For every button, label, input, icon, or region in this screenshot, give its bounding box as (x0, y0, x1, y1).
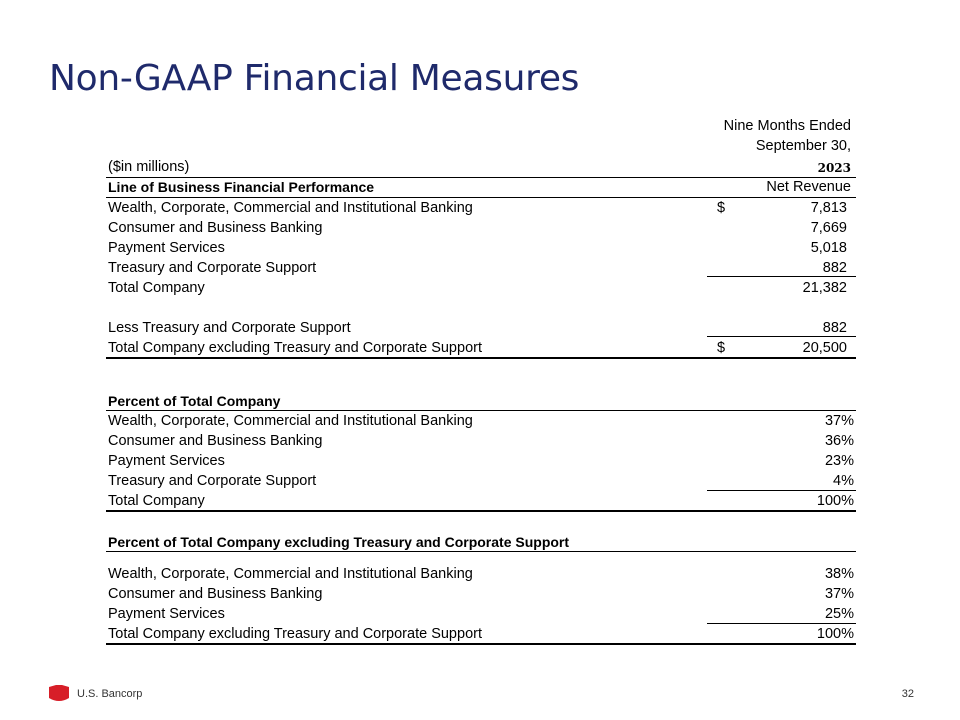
table-row (106, 451, 856, 471)
net-revenue-table (106, 198, 856, 358)
header-divider (106, 177, 856, 178)
section-heading (106, 532, 856, 552)
row-label: Less Treasury and Corporate Support (108, 320, 351, 336)
table-row (106, 431, 856, 451)
table-row (106, 604, 856, 624)
row-value: 7,813 (810, 200, 847, 216)
section-label-lob: Line of Business Financial Performance (108, 179, 375, 195)
section-heading (106, 391, 856, 411)
units-label: ($in millions) (108, 159, 190, 175)
row-value: 100% (816, 493, 854, 509)
row-label: Wealth, Corporate, Commercial and Institutional Banking (108, 566, 473, 582)
row-label: Consumer and Business Banking (108, 586, 323, 602)
row-label: Payment Services (108, 606, 225, 622)
row-value: 100% (816, 626, 854, 642)
total-line (106, 643, 856, 645)
pct-total-table (106, 391, 856, 511)
spacer-row (106, 298, 856, 318)
subtotal-line (707, 276, 856, 277)
total-line (106, 510, 856, 512)
table-row (106, 318, 856, 338)
table-row (106, 584, 856, 604)
row-value: 25% (824, 606, 854, 622)
row-value: 21,382 (802, 280, 847, 296)
row-value: 882 (822, 320, 847, 336)
row-label: Consumer and Business Banking (108, 220, 323, 236)
row-label: Total Company excluding Treasury and Corporate Support (108, 340, 482, 356)
total-line (106, 357, 856, 359)
row-label: Payment Services (108, 453, 225, 469)
row-value: 882 (822, 260, 847, 276)
row-value: 37% (824, 413, 854, 429)
row-value: 20,500 (802, 340, 847, 356)
row-value: 5,018 (810, 240, 847, 256)
us-bancorp-logo-icon (48, 684, 70, 702)
spacer-row (106, 552, 856, 564)
row-label: Wealth, Corporate, Commercial and Institutional Banking (108, 200, 473, 216)
row-value: 36% (824, 433, 854, 449)
pct-excl-table (106, 532, 856, 644)
row-value: 23% (824, 453, 854, 469)
period-line1: Nine Months Ended (723, 118, 851, 134)
row-label: Total Company excluding Treasury and Corporate Support (108, 626, 482, 642)
table-row (106, 564, 856, 584)
currency-symbol: $ (717, 340, 726, 356)
col-label-net-revenue: Net Revenue (766, 179, 851, 195)
section-heading-label: Percent of Total Company excluding Treasury and Corporate Support (108, 534, 570, 550)
table-row (106, 624, 856, 644)
row-label: Consumer and Business Banking (108, 433, 323, 449)
table-row (106, 258, 856, 278)
row-label: Treasury and Corporate Support (108, 260, 317, 276)
row-label: Total Company (108, 493, 205, 509)
period-line2: September 30, (755, 138, 851, 154)
row-value: 37% (824, 586, 854, 602)
row-label: Wealth, Corporate, Commercial and Institutional Banking (108, 413, 473, 429)
subtotal-line (707, 336, 856, 337)
row-value: 4% (833, 473, 854, 489)
table-row (106, 198, 856, 218)
table-row (106, 338, 856, 358)
footer-brand: U.S. Bancorp (77, 688, 143, 700)
row-label: Payment Services (108, 240, 225, 256)
row-label: Treasury and Corporate Support (108, 473, 317, 489)
table-row (106, 471, 856, 491)
row-value: 7,669 (810, 220, 847, 236)
section-heading-label: Percent of Total Company (108, 393, 281, 409)
table-row (106, 218, 856, 238)
table-row (106, 278, 856, 298)
year-label: 2023 (817, 161, 851, 175)
currency-symbol: $ (717, 200, 726, 216)
table-row (106, 238, 856, 258)
row-value: 38% (824, 566, 854, 582)
page-number: 32 (901, 688, 914, 700)
table-row (106, 491, 856, 511)
page-title: Non-GAAP Financial Measures (49, 58, 580, 99)
row-label: Total Company (108, 280, 205, 296)
table-row (106, 411, 856, 431)
